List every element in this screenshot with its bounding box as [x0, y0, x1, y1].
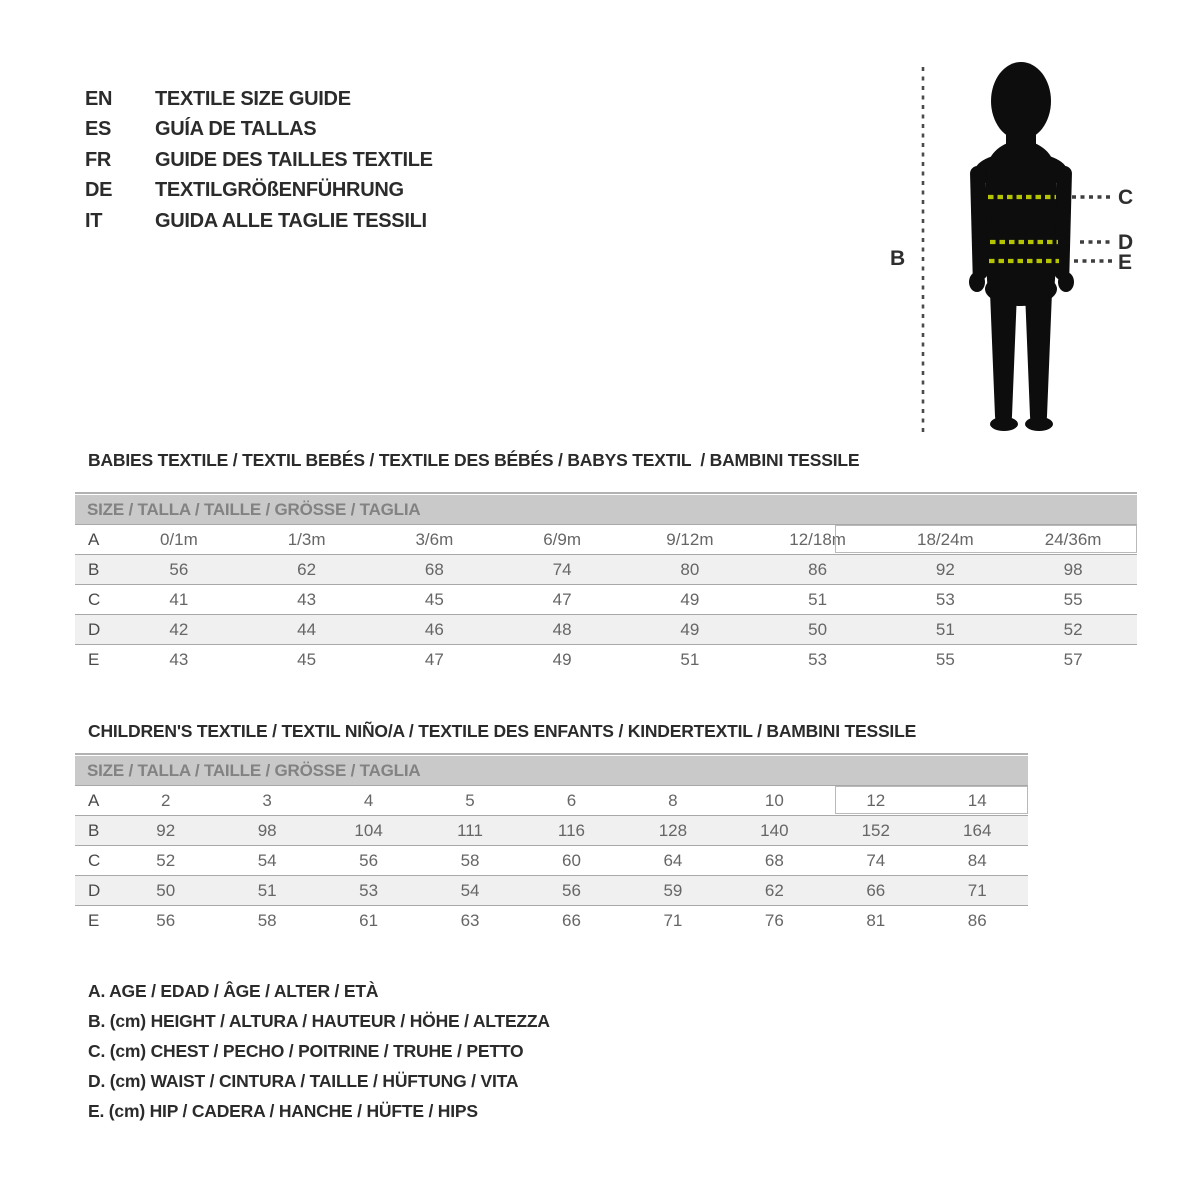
size-value-cell: 60	[562, 850, 581, 870]
size-value-cell: 56	[156, 910, 176, 930]
size-value-cell: 42	[169, 619, 189, 639]
size-value-cell: 5	[465, 790, 475, 810]
size-value-cell: 116	[557, 820, 586, 840]
size-value-cell: 54	[257, 850, 277, 870]
size-value-cell: 3	[262, 790, 272, 810]
size-value-cell: 59	[663, 880, 683, 900]
child-silhouette-diagram	[860, 40, 1200, 450]
row-letter-label: D	[88, 619, 101, 639]
legend-age: A. AGE / EDAD / ÂGE / ALTER / ETÀ	[88, 980, 379, 1001]
size-value-cell: 1/3m	[287, 529, 326, 549]
size-value-cell: 45	[424, 589, 444, 609]
size-value-cell: 74	[866, 850, 886, 870]
size-value-cell: 49	[680, 619, 700, 639]
size-value-cell: 52	[1063, 619, 1083, 639]
size-value-cell: 140	[760, 820, 789, 840]
size-value-cell: 52	[156, 850, 176, 870]
size-value-cell: 12	[866, 790, 886, 810]
size-value-cell: 51	[935, 619, 955, 639]
size-value-cell: 6	[566, 790, 577, 810]
size-band-header: SIZE / TALLA / TAILLE / GRÖSSE / TAGLIA	[75, 495, 1137, 525]
size-value-cell: 6/9m	[543, 529, 582, 549]
size-value-cell: 62	[297, 559, 317, 579]
size-table-row-c	[75, 846, 1028, 876]
row-letter-label: C	[88, 850, 101, 870]
size-value-cell: 54	[460, 880, 480, 900]
legend-waist: D. (cm) WAIST / CINTURA / TAILLE / HÜFTUNG / VITA	[88, 1070, 519, 1091]
row-letter-label: B	[88, 820, 100, 840]
size-value-cell: 68	[424, 559, 444, 579]
language-title-block	[85, 84, 433, 237]
size-value-cell: 49	[552, 649, 572, 669]
size-value-cell: 49	[680, 589, 700, 609]
size-value-cell: 4	[363, 790, 374, 810]
size-value-cell: 53	[359, 880, 379, 900]
size-value-cell: 12/18m	[789, 529, 846, 549]
size-value-cell: 128	[658, 820, 688, 840]
size-value-cell: 164	[963, 820, 992, 840]
height-label: B	[890, 247, 906, 270]
child-silhouette	[969, 62, 1074, 431]
size-value-cell: 48	[552, 619, 572, 639]
legend-height: B. (cm) HEIGHT / ALTURA / HAUTEUR / HÖHE / ALTEZZA	[88, 1010, 550, 1031]
size-value-cell: 41	[169, 589, 189, 609]
lang-row-fr	[85, 145, 433, 176]
size-value-cell: 50	[808, 619, 828, 639]
lang-title: GUIDE DES TAILLES TEXTILE	[155, 148, 433, 171]
size-value-cell: 71	[967, 880, 987, 900]
row-letter-label: E	[88, 910, 100, 930]
size-value-cell: 58	[257, 910, 277, 930]
size-value-cell: 56	[359, 850, 379, 870]
lang-row-es	[85, 115, 433, 146]
size-value-cell: 45	[297, 649, 317, 669]
size-value-cell: 104	[354, 820, 383, 840]
size-value-cell: 3/6m	[415, 529, 454, 549]
size-value-cell: 64	[663, 850, 683, 870]
size-value-cell: 76	[764, 910, 784, 930]
size-value-cell: 8	[668, 790, 678, 810]
waist-label: D	[1118, 231, 1134, 254]
size-value-cell: 14	[967, 790, 987, 810]
size-table-row-b	[75, 816, 1028, 846]
size-value-cell: 43	[169, 649, 189, 669]
size-value-cell: 53	[935, 589, 955, 609]
size-table-row-b	[75, 555, 1137, 585]
size-value-cell: 152	[861, 820, 890, 840]
size-value-cell: 55	[1063, 589, 1083, 609]
children-section-heading: CHILDREN'S TEXTILE / TEXTIL NIÑO/A / TEXTILE DES ENFANTS / KINDERTEXTIL / BAMBINI TESSILE	[88, 721, 917, 741]
size-value-cell: 58	[460, 850, 480, 870]
size-value-cell: 2	[160, 790, 171, 810]
child-measurement-figure	[860, 40, 1200, 450]
size-table-row-e	[75, 906, 1028, 935]
chest-label: C	[1118, 186, 1134, 209]
size-value-cell: 66	[562, 910, 581, 930]
size-value-cell: 10	[764, 790, 784, 810]
row-letter-label: E	[88, 649, 100, 669]
size-value-cell: 51	[257, 880, 277, 900]
size-value-cell: 80	[680, 559, 700, 579]
size-value-cell: 74	[552, 559, 572, 579]
size-value-cell: 51	[680, 649, 700, 669]
size-table-row-d	[75, 615, 1137, 645]
size-value-cell: 62	[764, 880, 784, 900]
size-value-cell: 111	[457, 820, 483, 840]
row-letter-label: D	[88, 880, 101, 900]
size-value-cell: 47	[424, 649, 444, 669]
size-value-cell: 47	[552, 589, 572, 609]
size-value-cell: 92	[935, 559, 955, 579]
size-value-cell: 53	[808, 649, 828, 669]
size-value-cell: 84	[967, 850, 987, 870]
lang-code: IT	[85, 209, 103, 232]
size-value-cell: 68	[764, 850, 784, 870]
lang-code: DE	[85, 179, 113, 202]
table-top-rule	[75, 753, 1028, 755]
table-top-rule	[75, 492, 1137, 494]
size-value-cell: 86	[808, 559, 828, 579]
row-letter-label: A	[88, 529, 100, 549]
size-value-cell: 61	[359, 910, 379, 930]
size-value-cell: 98	[1063, 559, 1083, 579]
legend-hip: E. (cm) HIP / CADERA / HANCHE / HÜFTE / HIPS	[88, 1100, 478, 1121]
lang-title: TEXTILGRÖßENFÜHRUNG	[155, 179, 404, 202]
size-value-cell: 56	[562, 880, 581, 900]
size-value-cell: 55	[935, 649, 955, 669]
lang-code: EN	[85, 87, 113, 110]
legend-chest: C. (cm) CHEST / PECHO / POITRINE / TRUHE / PETTO	[88, 1040, 524, 1061]
size-value-cell: 44	[297, 619, 317, 639]
babies-highlight-box	[835, 525, 1137, 553]
hip-label: E	[1118, 251, 1133, 274]
size-value-cell: 46	[424, 619, 444, 639]
babies-size-table	[75, 492, 1137, 674]
children-highlight-box	[835, 786, 1028, 814]
size-value-cell: 98	[257, 820, 277, 840]
children-size-table	[75, 753, 1028, 935]
size-value-cell: 86	[967, 910, 987, 930]
lang-row-it	[85, 206, 433, 237]
size-value-cell: 63	[460, 910, 480, 930]
size-value-cell: 0/1m	[159, 529, 198, 549]
row-letter-label: A	[88, 790, 100, 810]
lang-row-de	[85, 176, 433, 207]
lang-title: GUÍA DE TALLAS	[155, 118, 317, 141]
size-value-cell: 81	[866, 910, 886, 930]
size-value-cell: 50	[156, 880, 176, 900]
size-band-header: SIZE / TALLA / TAILLE / GRÖSSE / TAGLIA	[75, 756, 1028, 786]
size-value-cell: 51	[808, 589, 828, 609]
size-table-row-d	[75, 876, 1028, 906]
size-value-cell: 57	[1063, 649, 1083, 669]
size-table-row-e	[75, 645, 1137, 674]
row-letter-label: C	[88, 589, 101, 609]
lang-title: TEXTILE SIZE GUIDE	[155, 87, 351, 110]
size-value-cell: 92	[156, 820, 176, 840]
size-value-cell: 24/36m	[1044, 529, 1102, 549]
lang-title: GUIDA ALLE TAGLIE TESSILI	[155, 209, 427, 232]
size-value-cell: 18/24m	[917, 529, 974, 549]
size-value-cell: 56	[169, 559, 189, 579]
babies-section-heading: BABIES TEXTILE / TEXTIL BEBÉS / TEXTILE DES BÉBÉS / BABYS TEXTIL / BAMBINI TESSILE	[88, 450, 860, 470]
size-value-cell: 43	[297, 589, 317, 609]
lang-code: ES	[85, 118, 112, 141]
size-value-cell: 71	[663, 910, 683, 930]
lang-row-en	[85, 84, 433, 115]
row-letter-label: B	[88, 559, 100, 579]
size-value-cell: 9/12m	[666, 529, 714, 549]
lang-code: FR	[85, 148, 112, 171]
size-table-row-c	[75, 585, 1137, 615]
size-value-cell: 66	[866, 880, 886, 900]
measurement-legend	[88, 976, 550, 1126]
